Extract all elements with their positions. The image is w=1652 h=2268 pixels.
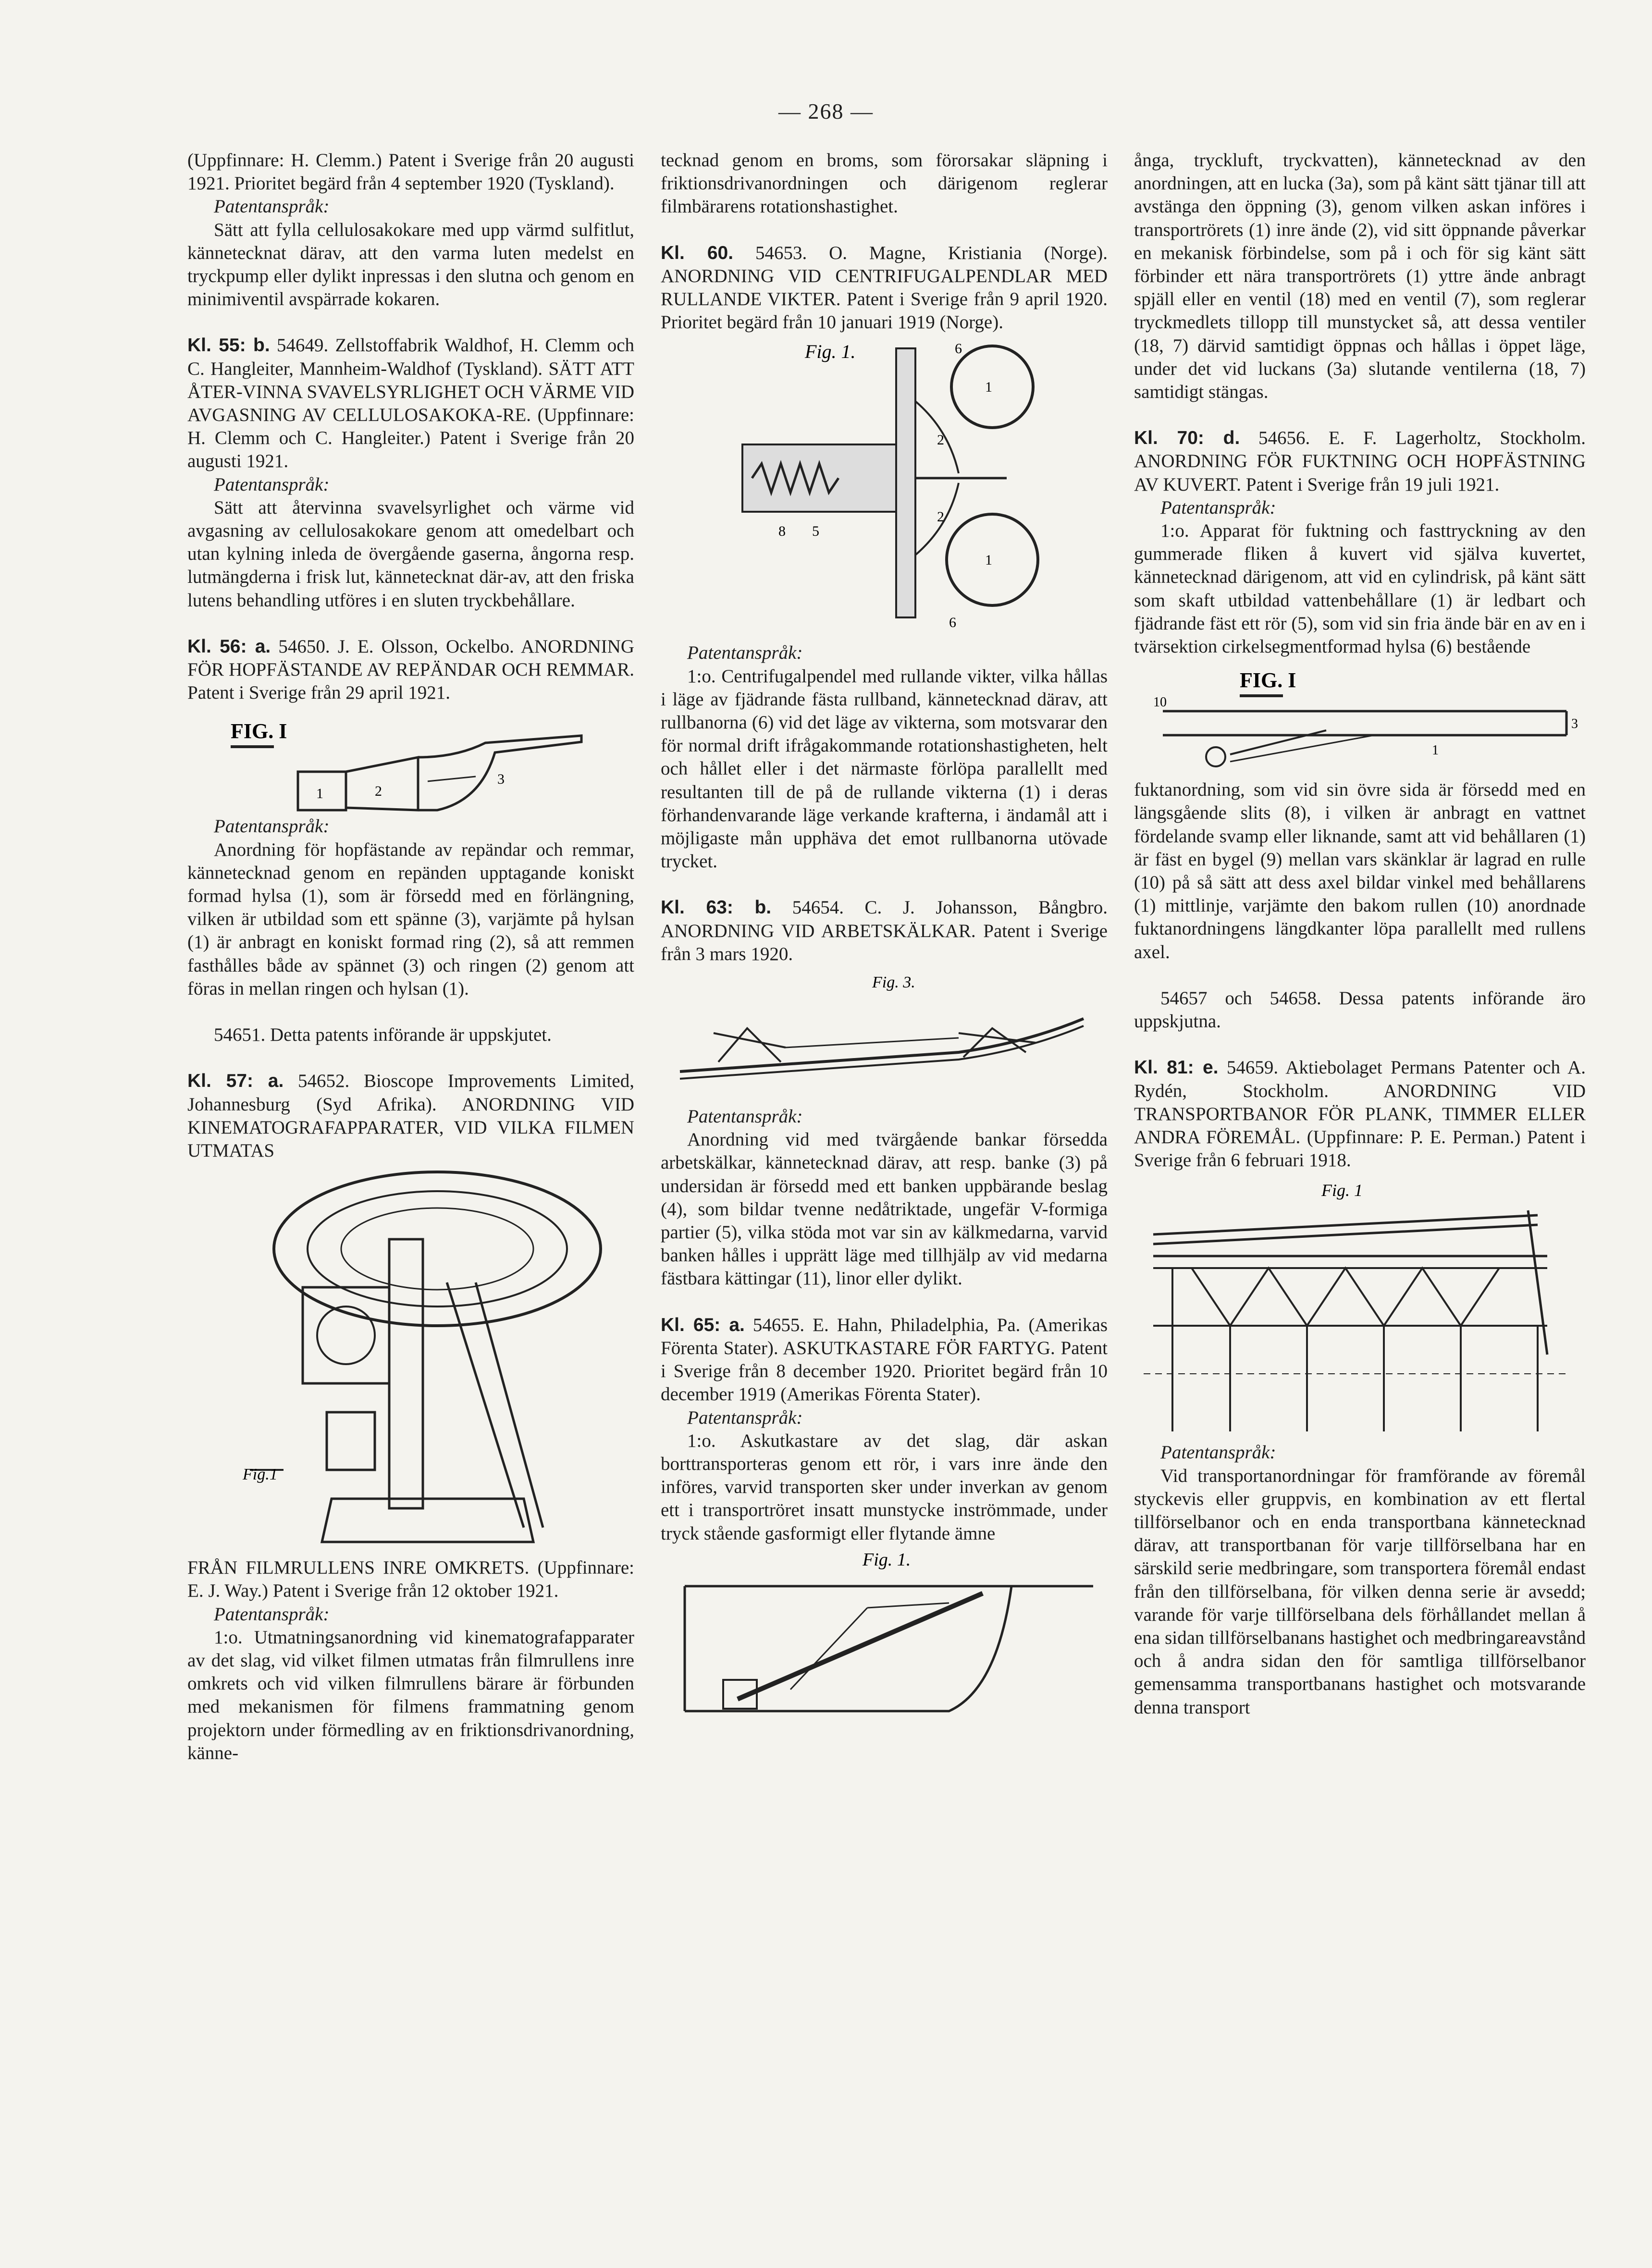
patent-text-continued: FRÅN FILMRULLENS INRE OMKRETS. (Uppfinnare: E. J. Way.) Patent i Sverige från 12 oktober 1921. [187,1557,634,1602]
svg-text:1: 1 [316,786,323,802]
claim-label: Patentanspråk: [214,816,330,837]
claim-text: 1:o. Centrifugalpendel med rullande vikter, vilka hållas i läge av fjädrande fästa rullband, kännetecknad därav, att rullbanorna (6) vid det läge av vikterna, som motsvarar den för normal drift ifrågakommande rotationshastigheten, helt och hållet eller i det närmaste förlöpa parallellt med resultanten till de på de rullande vikterna (1) i deras förhandenvarande läge verkande krafterna, i ändamål att i möjligaste mån upphäva det emot rullbanorna utövade trycket. [661,666,1108,872]
claim-text: 1:o. Utmatningsanordning vid kinematografapparater av det slag, vid vilket filmen utmatas från filmrullens inre omkrets och vid vilken filmrullens bärare är förbunden med mekanismen för filmens frammatning genom projektorn under förmedling av en friktionsdrivanordning, känne- [187,1627,634,1763]
figure-label: FIG. I [1240,668,1296,692]
claim-text: Sätt att återvinna svavelsyrlighet och värme vid avgasning av cellulosakokare genom att omedelbart och utan kylning inleda de övergående gaserna, ångorna resp. lutmängderna i frisk lut, kännetecknat där-av, att den friska lutens behandling utföres i en sluten tryckbehållare. [187,497,634,611]
claim-label: Patentanspråk: [214,474,330,495]
claim-label: Patentanspråk: [214,1603,330,1625]
patent-text: 54659. Aktiebolaget Permans Patenter och A. Rydén, Stockholm. ANORDNING VID TRANSPORTBANOR FÖR PLANK, TIMMER ELLER ANDRA FÖREMÅL. (Uppfinnare: P. E. Perman.) Patent i Sverige från 6 februari 1918. [1134,1057,1586,1171]
claim-text-continued: fuktanordning, som vid sin övre sida är försedd med en längsgående slits (8), i vilken är anbragt en vattnet fördelande svamp eller liknande, samt att vid behållaren (1) är fäst en bygel (9) mellan vars skänklar är lagrad en rulle (10) på så sätt att dess axel bildar vinkel med behållarens (1) mittlinje, varjämte den bakom rullen (10) anordnade fuktanordningens längdkanter löpa parallellt med rullens axel. [1134,779,1586,962]
claim-label: Patentanspråk: [1160,497,1276,518]
ash-ejector-figure [661,1545,1108,1723]
claim-label: Patentanspråk: [687,1407,803,1428]
patent-entry [661,896,1108,966]
column-2 [661,149,1108,1723]
patent-class: Kl. 70: d. [1134,428,1240,449]
patent-text: 54649. Zellstoffabrik Waldhof, H. Clemm och C. Hangleiter, Mannheim-Waldhof (Tyskland). SÄTT ATT ÅTER-VINNA SVAVELSYRLIGHET OCH VÄRME VID AVGASNING AV CELLULOSAKOKA-RE. (Uppfinnare: H. Clemm och C. Hangleiter.) Patent i Sverige från 20 augusti 1921. [187,335,635,472]
svg-text:5: 5 [812,523,819,540]
patent-entry [187,1070,634,1162]
svg-text:3: 3 [1571,716,1578,732]
claim-text: Anordning vid med tvärgående bankar försedda arbetskälkar, kännetecknad därav, att resp. banke (3) på undersidan är försedd med ett banken uppbärande beslag (4), som bildar tvenne nedåtriktade, ungefär V-formiga partier (5), vilka stöda mot var sin av kälkmedarna, varvid banken hålles i upprätt läge med tillhjälp av vid medarna fästbara kättingar (11), linor eller dylikt. [661,1129,1108,1289]
svg-text:1: 1 [985,552,992,568]
column-1 [187,149,634,1765]
projector-figure [187,1162,634,1556]
rope-clamp-figure [187,704,634,815]
patent-entry [187,635,634,705]
claim-label: Patentanspråk: [1160,1442,1276,1463]
svg-text:2: 2 [937,509,944,525]
claim-text: Sätt att fylla cellulosakokare med upp värmd sulfitlut, kännetecknat därav, att den varma luten medelst en tryckpump eller dylikt inpressas i den slutna och genom en minimiventil avspärrade kokaren. [187,219,634,310]
patent-entry [661,1314,1108,1406]
svg-text:Fig.1: Fig.1 [243,1466,278,1484]
patent-class: Kl. 56: a. [187,636,271,657]
patent-entry [187,334,634,473]
claim-label: Patentanspråk: [214,196,330,217]
patent-class: Kl. 65: a. [661,1314,745,1335]
svg-text:6: 6 [949,615,956,631]
patent-text: 54655. E. Hahn, Philadelphia, Pa. (Amerikas Förenta Stater). ASKUTKASTARE FÖR FARTYG. Patent i Sverige från 8 december 1920. Prioritet begärd från 10 december 1919 (Amerikas Förenta Stater). [661,1314,1108,1405]
patent-class: Kl. 60. [661,242,734,263]
patent-class: Kl. 81: e. [1134,1057,1219,1078]
patent-entry [661,242,1108,334]
claim-text: 1:o. Apparat för fuktning och fasttryckning av den gummerade fliken å kuvert vid själva kuvertet, kännetecknad därigenom, att vid en cylindrisk, på känt sätt som skaft utbildad vattenbehållare (1) är ledbart och fjädrande fäst ett rör (5), som vid sin fria ände bär en av en i tvärsektion cirkelsegmentformad hylsa (6) bestående [1134,520,1586,657]
sled-figure [661,966,1108,1105]
paragraph: tecknad genom en broms, som förorsakar släpning i friktionsdrivanordningen och därigenom reglerar filmbärarens rotationshastighet. [661,150,1108,217]
patent-class: Kl. 57: a. [187,1071,284,1092]
patent-entry: 54651. Detta patents införande är uppskjutet. [214,1024,552,1046]
patent-class: Kl. 55: b. [187,335,270,356]
svg-text:3: 3 [497,771,505,788]
patent-entry [1134,1056,1586,1172]
figure-label: FIG. I [231,719,287,743]
patent-entry: 54657 och 54658. Dessa patents införande äro uppskjutna. [1134,987,1586,1032]
claim-text: Anordning för hopfästande av repändar och remmar, kännetecknad genom en repänden upptagande koniskt formad hylsa (1), som är försedd med en förlängning, vilken är utbildad som ett spänne (3), varjämte på hylsan (1) är anbragt en koniskt formad ring (2), så att remmen fasthålles både av spännet (3) och ringen (2) genom att föras in mellan ringen och hylsan (1). [187,839,634,999]
patent-class: Kl. 63: b. [661,897,772,918]
svg-text:2: 2 [375,783,382,800]
centrifugal-pendulum-figure [661,334,1108,641]
patent-text: 54653. O. Magne, Kristiania (Norge). ANORDNING VID CENTRIFUGALPENDLAR MED RULLANDE VIKTER. Patent i Sverige från 9 april 1920. Prioritet begärd från 10 januari 1919 (Norge). [661,242,1108,333]
svg-text:1: 1 [1432,743,1439,758]
figure-label: Fig. 3. [872,974,915,992]
paragraph: (Uppfinnare: H. Clemm.) Patent i Sverige från 20 augusti 1921. Prioritet begärd från 4 september 1920 (Tyskland). [187,150,634,194]
figure-label: Fig. 1. [863,1549,911,1570]
patent-text: 54656. E. F. Lagerholtz, Stockholm. ANORDNING FÖR FUKTNING OCH HOPFÄSTNING AV KUVERT. Patent i Sverige från 19 juli 1921. [1134,428,1586,495]
claim-label: Patentanspråk: [687,1106,803,1127]
patent-text: 54650. J. E. Olsson, Ockelbo. ANORDNING FÖR HOPFÄSTANDE AV REPÄNDAR OCH REMMAR. Patent i Sverige från 29 april 1921. [187,636,634,703]
claim-label: Patentanspråk: [687,642,803,664]
svg-text:6: 6 [955,341,962,357]
svg-text:10: 10 [1153,695,1167,710]
patent-entry [1134,427,1586,496]
envelope-moistener-figure [1134,658,1586,778]
patent-text: 54652. Bioscope Improvements Limited, Johannesburg (Syd Afrika). ANORDNING VID KINEMATOGRAFAPPARATER, VID VILKA FILMEN UTMATAS [187,1071,634,1161]
paragraph: ånga, tryckluft, tryckvatten), kännetecknad av den anordningen, att en lucka (3a), som på känt sätt tjänar till att avstänga den öppning (3), genom vilken askan införes i transportrörets (1) inre ände (2), vid sitt öppnande påverkar en mekanisk förbindelse, som på i och för sig känt sätt förbinder ett nära transportrörets (1) yttre ände anbragt spjäll eller en ventil (18) med en ventil (7), som reglerar tryckmedlets tillopp till munstycket så, att dessa ventiler (18, 7) därvid samtidigt öppnas och hållas i öppet läge, under det vid luckans (3a) slutande ventilerna (18, 7) samtidigt stängas. [1134,150,1586,403]
figure-label: Fig. 1 [1321,1181,1363,1200]
transport-track-figure [1134,1172,1586,1441]
patent-text: 54654. C. J. Johansson, Bångbro. ANORDNING VID ARBETSKÄLKAR. Patent i Sverige från 3 mars 1920. [661,897,1108,964]
claim-text: 1:o. Askutkastare av det slag, där askan borttransporteras genom ett rör, i vars inre ände den införes, varvid transporten sker under inverkan av genom ett i transportröret insatt munstycke inströmmade, under tryck stående gasformigt eller flytande ämne [661,1430,1108,1544]
svg-text:1: 1 [985,379,992,395]
svg-text:2: 2 [937,432,944,448]
svg-text:8: 8 [778,523,786,540]
page-number: — 268 — [778,99,874,123]
figure-label: Fig. 1. [805,341,856,363]
column-3 [1134,149,1586,1719]
claim-text: Vid transportanordningar för framförande av föremål styckevis eller gruppvis, en kombination av ett flertal tillförselbanor och en enda transportbana kännetecknad därav, att transportbanan för varje tillförselbana har en särskild serie medbringare, som transportera föremål endast från den tillförselbana, för vilken denna serie är avsedd; varande för varje tillförselbana dels förhållandet mellan å ena sidan tillförselbanans hastighet och medbringareavstånd och å andra sidan den för samtliga tillförselbanor gemensamma transportbanans hastighet och motsvarande denna transport [1134,1465,1586,1718]
